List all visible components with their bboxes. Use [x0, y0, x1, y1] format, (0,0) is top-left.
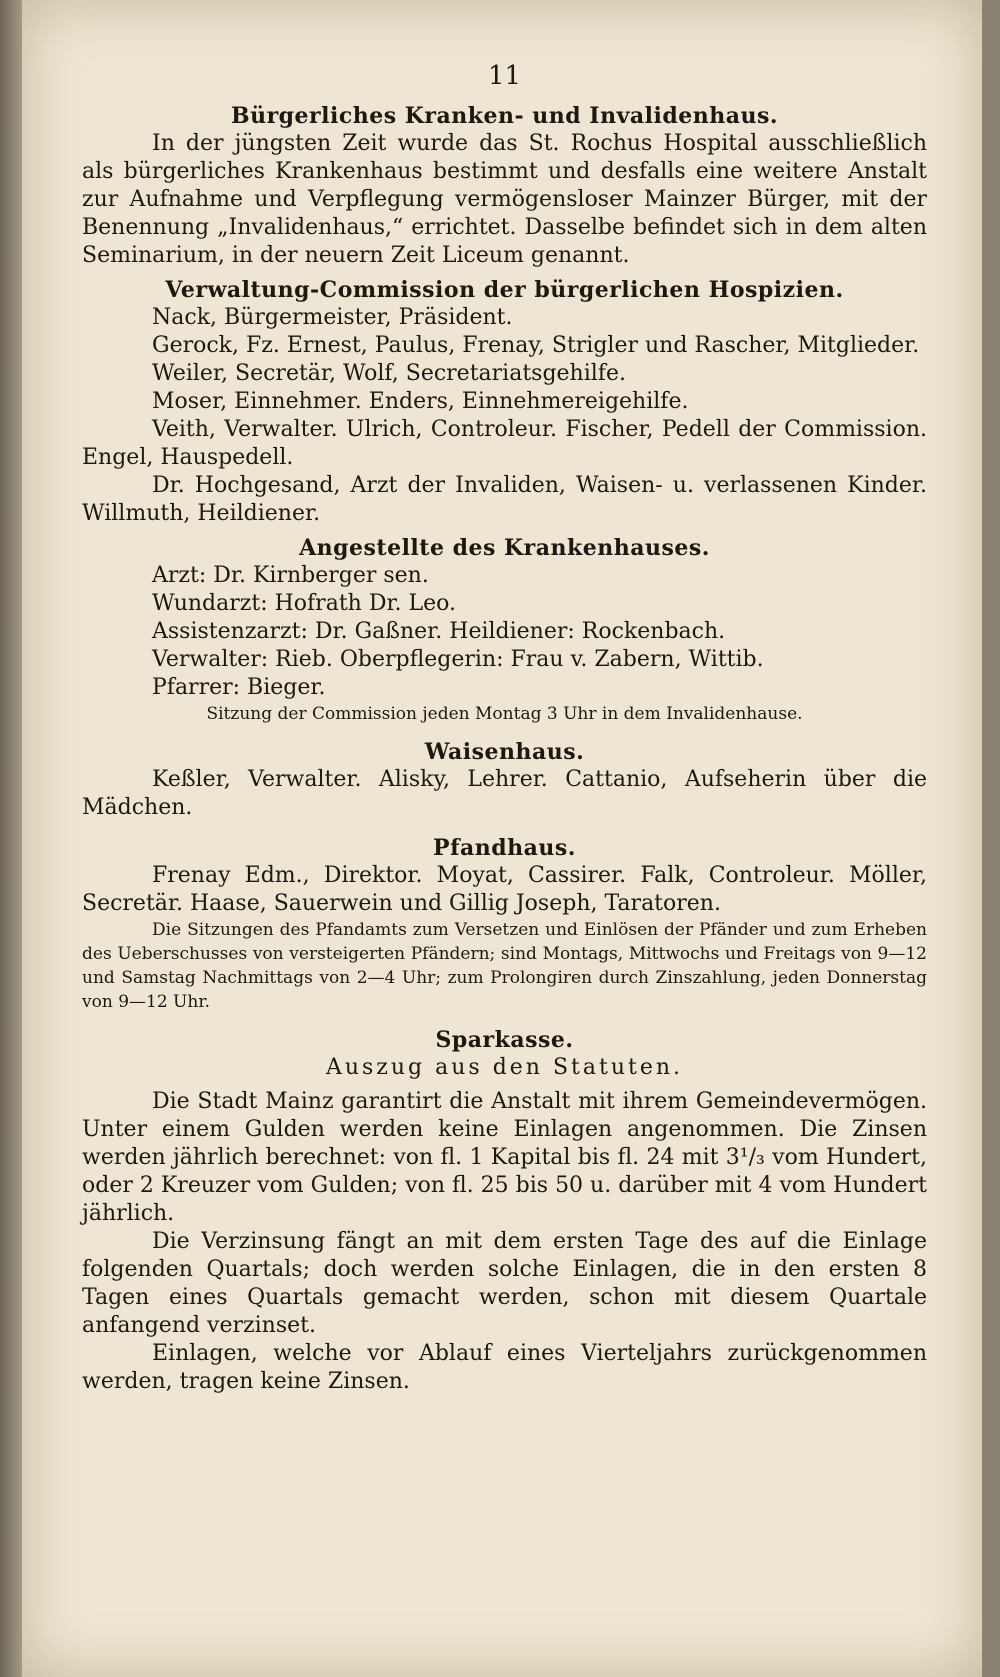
sparkasse-paragraph: Die Verzinsung fängt an mit dem ersten Tage des auf die Einlage folgenden Quartals; doch werden solche Einlagen, die in den ersten 8 Tagen eines Quartals gemacht werden, schon mit diesem Quartale anfangend verzinset.	[82, 1229, 927, 1338]
krankenhaus-text: In der jüngsten Zeit wurde das St. Rochus Hospital ausschließlich als bürgerliches Krankenhaus bestimmt und desfalls eine weitere Anstalt zur Aufnahme und Verpflegung vermögensloser Mainzer Bürger, mit der Benennung „Invalidenhaus,“ errichtet. Dasselbe befindet sich in dem alten Seminarium, in der neuern Zeit Liceum genannt.	[82, 131, 927, 268]
verwaltung-line: Moser, Einnehmer. Enders, Einnehmereigehilfe.	[152, 389, 689, 414]
heading-waisenhaus: Waisenhaus.	[424, 739, 585, 765]
verwaltung-line: Weiler, Secretär, Wolf, Secretariatsgehilfe.	[152, 361, 626, 386]
book-spine	[0, 0, 22, 1677]
heading-krankenhaus: Bürgerliches Kranken- und Invalidenhaus.	[230, 103, 779, 129]
verwaltung-line: Gerock, Fz. Ernest, Paulus, Frenay, Strigler und Rascher, Mitglieder.	[152, 333, 920, 358]
book-page	[22, 0, 982, 1677]
page-number: 11	[487, 61, 522, 91]
angestellte-line: Verwalter: Rieb. Oberpflegerin: Frau v. Zabern, Wittib.	[152, 647, 764, 672]
pfandhaus-text: Frenay Edm., Direktor. Moyat, Cassirer. Falk, Controleur. Möller, Secretär. Haase, Sauerwein und Gillig Joseph, Taratoren.	[82, 863, 927, 916]
heading-verwaltung: Verwaltung-Commission der bürgerlichen Hospizien.	[165, 277, 844, 303]
sparkasse-paragraph: Die Stadt Mainz garantirt die Anstalt mit ihrem Gemeindevermögen. Unter einem Gulden werden keine Einlagen angenommen. Die Zinsen werden jährlich berechnet: von fl. 1 Kapital bis fl. 24 mit 3¹/₃ vom Hundert, oder 2 Kreuzer vom Gulden; von fl. 25 bis 50 u. darüber mit 4 vom Hundert jährlich.	[82, 1089, 927, 1226]
verwaltung-line: Nack, Bürgermeister, Präsident.	[152, 305, 513, 330]
verwaltung-line: Veith, Verwalter. Ulrich, Controleur. Fischer, Pedell der Commission. Engel, Hauspedell.	[82, 417, 927, 470]
verwaltung-line: Dr. Hochgesand, Arzt der Invaliden, Waisen- u. verlassenen Kinder. Willmuth, Heildiener.	[82, 473, 927, 526]
heading-angestellte: Angestellte des Krankenhauses.	[299, 535, 710, 561]
sparkasse-paragraph: Einlagen, welche vor Ablauf eines Vierteljahrs zurückgenommen werden, tragen keine Zinsen.	[82, 1341, 927, 1394]
page-content	[82, 62, 927, 1396]
heading-sparkasse: Sparkasse.	[435, 1027, 574, 1053]
sparkasse-subheading: Auszug aus den Statuten.	[325, 1055, 684, 1080]
angestellte-note: Sitzung der Commission jeden Montag 3 Uhr in dem Invalidenhause.	[206, 704, 803, 724]
angestellte-line: Wundarzt: Hofrath Dr. Leo.	[152, 591, 457, 616]
heading-pfandhaus: Pfandhaus.	[433, 835, 576, 861]
angestellte-line: Arzt: Dr. Kirnberger sen.	[152, 563, 429, 588]
pfandhaus-note: Die Sitzungen des Pfandamts zum Versetzen und Einlösen der Pfänder und zum Erheben des Ueberschusses von versteigerten Pfändern; sind Montags, Mittwochs und Freitags von 9—12 und Samstag Nachmittags von 2—4 Uhr; zum Prolongiren durch Zinszahlung, jeden Donnerstag von 9—12 Uhr.	[82, 920, 927, 1012]
waisenhaus-text: Keßler, Verwalter. Alisky, Lehrer. Cattanio, Aufseherin über die Mädchen.	[82, 767, 927, 820]
angestellte-line: Assistenzarzt: Dr. Gaßner. Heildiener: Rockenbach.	[152, 619, 726, 644]
angestellte-line: Pfarrer: Bieger.	[152, 675, 326, 700]
